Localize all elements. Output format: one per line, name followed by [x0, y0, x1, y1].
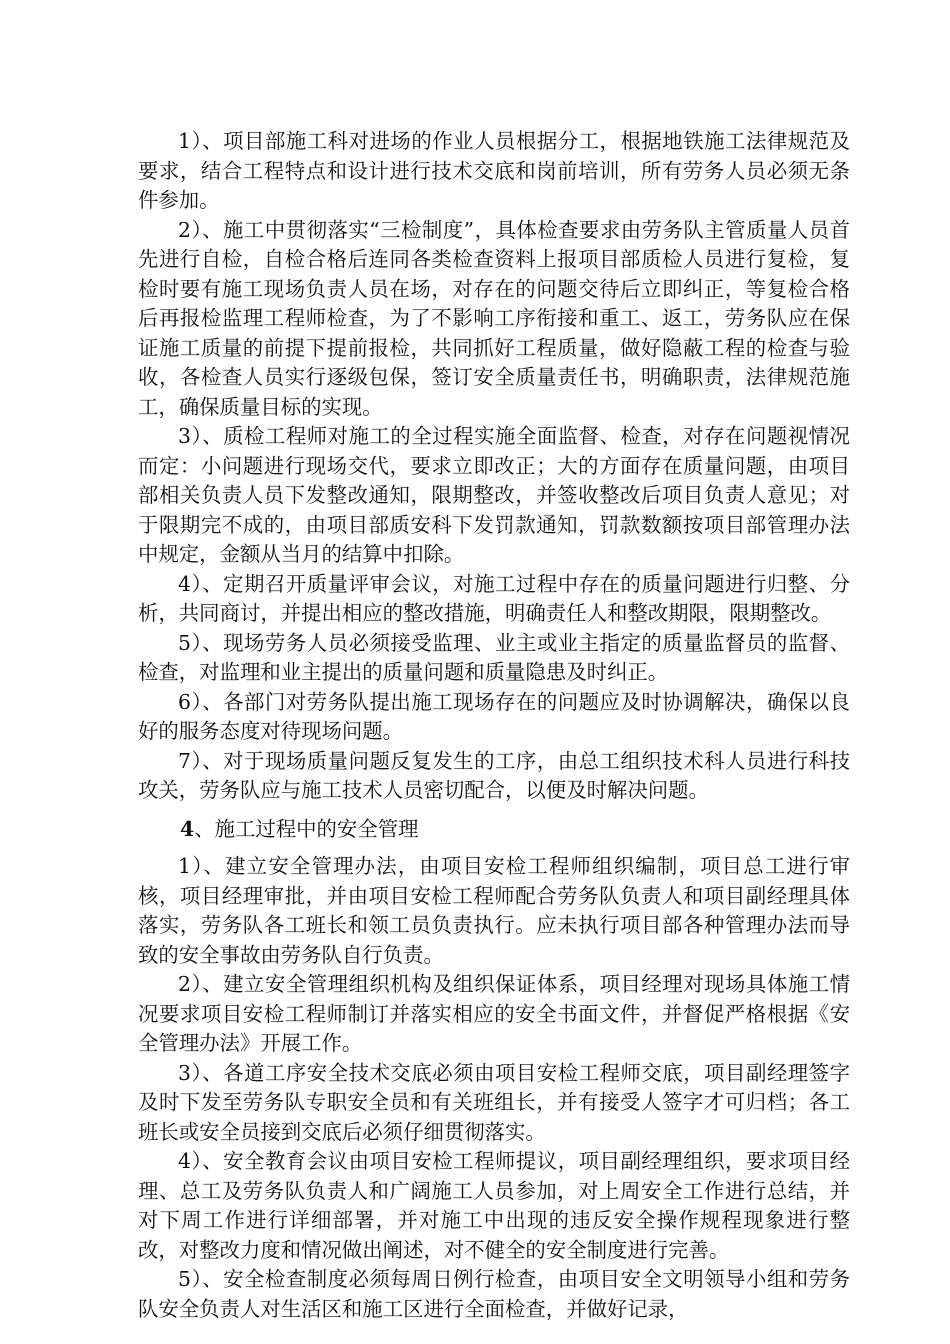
section-heading-title: 、施工过程中的安全管理: [194, 816, 419, 841]
paragraph-quality-4: 4）、定期召开质量评审会议，对施工过程中存在的质量问题进行归整、分析，共同商讨，并提出相应的整改措施，明确责任人和整改期限，限期整改。: [138, 571, 850, 625]
paragraph-quality-1: 1）、项目部施工科对进场的作业人员根据分工，根据地铁施工法律规范及要求，结合工程特点和设计进行技术交底和岗前培训，所有劳务人员必须无条件参加。: [138, 129, 850, 212]
section-heading: [138, 815, 850, 845]
paragraph-quality-5: 5）、现场劳务人员必须接受监理、业主或业主指定的质量监督员的监督、检查，对监理和业主提出的质量问题和质量隐患及时纠正。: [138, 630, 850, 684]
paragraph-safety-3: 3）、各道工序安全技术交底必须由项目安检工程师交底，项目副经理签字及时下发至劳务队专职安全员和有关班组长，并有接受人签字才可归档；各工班长或安全员接到交底后必须仔细贯彻落实。: [138, 1060, 850, 1144]
paragraph-quality-2: 2）、施工中贯彻落实“三检制度”，具体检查要求由劳务队主管质量人员首先进行自检，自检合格后连同各类检查资料上报项目部质检人员进行复检，复检时要有施工现场负责人员在场，对存在的问题交待后立即纠正，等复检合格后再报检监理工程师检查，为了不影响工序衔接和重工、返工，劳务队应在保证施工质量的前提下提前报检，共同抓好工程质量，做好隐蔽工程的检查与验收，各检查人员实行逐级包保，签订安全质量责任书，明确职责，法律规范施工，确保质量目标的实现。: [138, 217, 850, 419]
paragraph-quality-6: 6）、各部门对劳务队提出施工现场存在的问题应及时协调解决，确保以良好的服务态度对待现场问题。: [138, 689, 850, 743]
paragraph-quality-7: 7）、对于现场质量问题反复发生的工序，由总工组织技术科人员进行科技攻关，劳务队应与施工技术人员密切配合，以便及时解决问题。: [138, 748, 850, 802]
paragraph-safety-1: 1）、建立安全管理办法，由项目安检工程师组织编制，项目总工进行审核，项目经理审批，并由项目安检工程师配合劳务队负责人和项目副经理具体落实，劳务队各工班长和领工员负责执行。应未执行项目部各种管理办法而导致的安全事故由劳务队自行负责。: [138, 854, 850, 967]
paragraph-quality-3: 3）、质检工程师对施工的全过程实施全面监督、检查，对存在问题视情况而定：小问题进行现场交代，要求立即改正；大的方面存在质量问题，由项目部相关负责人员下发整改通知，限期整改，并签收整改后项目负责人意见；对于限期完不成的，由项目部质安科下发罚款通知，罚款数额按项目部管理办法中规定，金额从当月的结算中扣除。: [138, 424, 850, 566]
document-page: [138, 127, 850, 1324]
paragraph-safety-4: 4）、安全教育会议由项目安检工程师提议，项目副经理组织，要求项目经理、总工及劳务队负责人和广阔施工人员参加，对上周安全工作进行总结，并对下周工作进行详细部署，并对施工中出现的违反安全操作规程现象进行整改，对整改力度和情况做出阐述，对不健全的安全制度进行完善。: [138, 1149, 850, 1262]
paragraph-safety-5: 5）、安全检查制度必须每周日例行检查，由项目安全文明领导小组和劳务队安全负责人对生活区和施工区进行全面检查，并做好记录，: [138, 1267, 850, 1321]
section-heading-number: 4: [180, 816, 195, 841]
paragraph-safety-2: 2）、建立安全管理组织机构及组织保证体系，项目经理对现场具体施工情况要求项目安检工程师制订并落实相应的安全书面文件，并督促严格根据《安全管理办法》开展工作。: [138, 972, 850, 1055]
